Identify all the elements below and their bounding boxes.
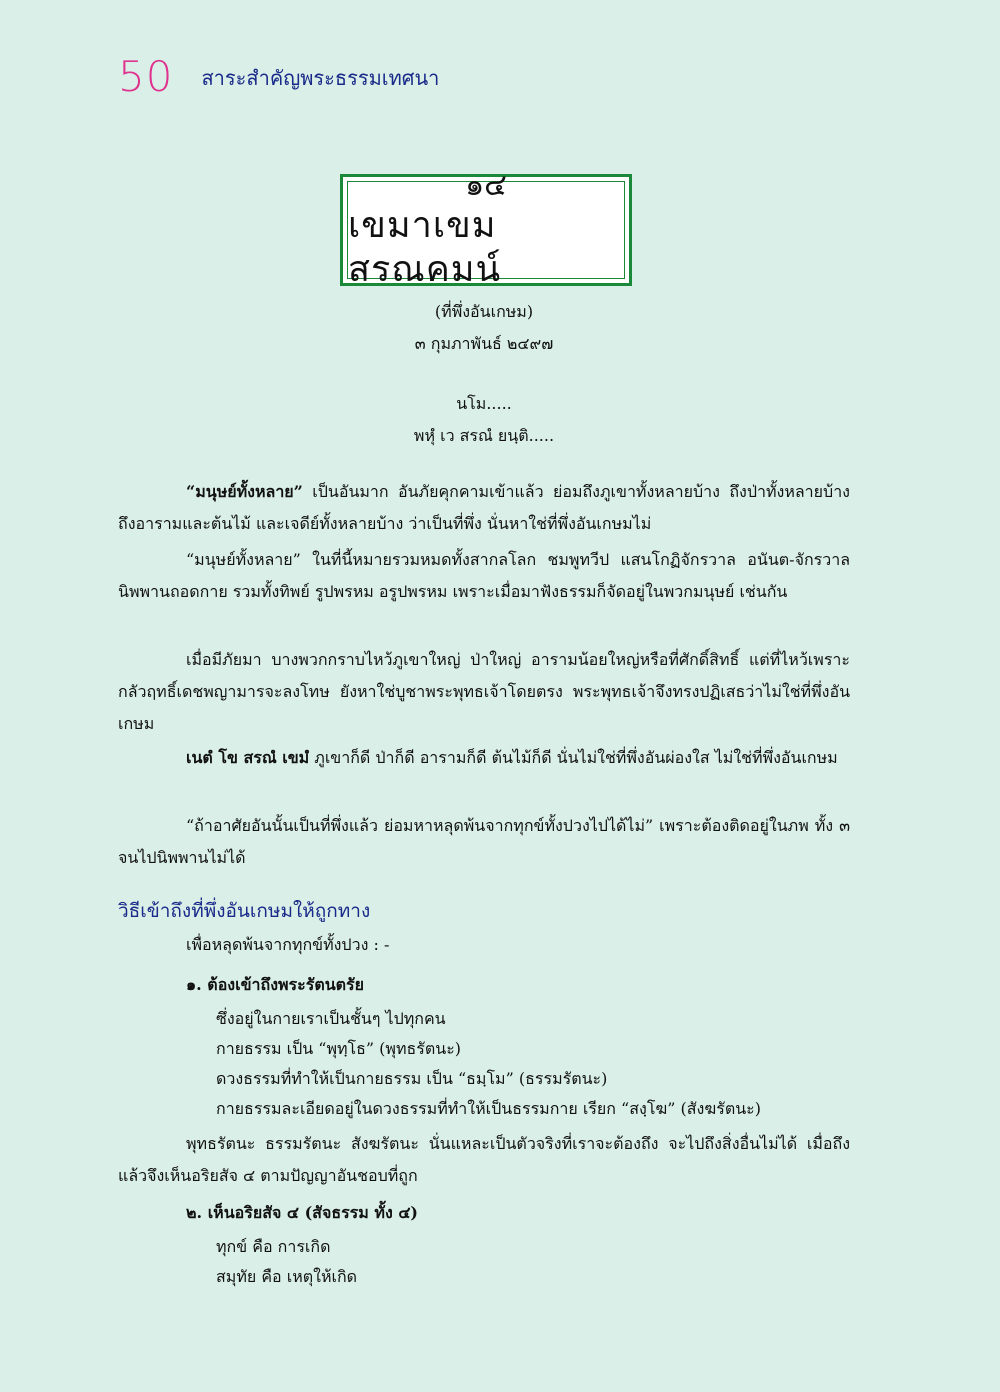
page-header	[118, 52, 439, 101]
chapter-number: ๑๔	[465, 168, 507, 203]
verse-line-2: พหุํ เว สรณํ ยนฺติ.....	[413, 426, 555, 445]
item-1-line: กายธรรมละเอียดอยู่ในดวงธรรมที่ทำให้เป็นธรรมกาย เรียก “สงฺโฆ” (สังฆรัตนะ)	[216, 1099, 761, 1118]
section-intro: เพื่อหลุดพ้นจากทุกข์ทั้งปวง : -	[186, 935, 390, 954]
item-1-line: ซึ่งอยู่ในกายเราเป็นชั้นๆ ไปทุกคน	[216, 1009, 446, 1028]
chapter-title-box	[340, 168, 632, 290]
item-2-line: ทุกข์ คือ การเกิด	[216, 1237, 331, 1256]
chapter-title: เขมาเขมสรณคมน์	[348, 205, 502, 290]
paragraph-text: ภูเขาก็ดี ป่าก็ดี อารามก็ดี ต้นไม้ก็ดี นั่นไม่ใช่ที่พึ่งอันผ่องใส ไม่ใช่ที่พึ่งอันเกษม	[309, 748, 838, 767]
item-2-title: ๒. เห็นอริยสัจ ๔ (สัจธรรม ทั้ง ๔)	[186, 1203, 418, 1222]
paragraph-5	[118, 810, 850, 874]
item-1-summary-text: พุทธรัตนะ ธรรมรัตนะ สังฆรัตนะ นั่นแหละเป็นตัวจริงที่เราจะต้องถึง จะไปถึงสิ่งอื่นไม่ได้ เมื่อถึงแล้วจึงเห็นอริยสัจ ๔ ตามปัญญาอันชอบที่ถูก	[118, 1134, 850, 1185]
paragraph-lead: เนตํ โข สรณํ เขมํ	[186, 748, 310, 767]
item-1-line: กายธรรม เป็น “พุทฺโธ” (พุทธรัตนะ)	[216, 1039, 462, 1058]
item-1-title: ๑. ต้องเข้าถึงพระรัตนตรัย	[186, 975, 365, 994]
section-heading: วิธีเข้าถึงที่พึ่งอันเกษมให้ถูกทาง	[118, 900, 371, 922]
paragraph-text: เมื่อมีภัยมา บางพวกกราบไหว้ภูเขาใหญ่ ป่าใหญ่ อารามน้อยใหญ่หรือที่ศักดิ์สิทธิ์ แต่ที่ไหว้เพราะกลัวฤทธิ์เดชพญามารจะลงโทษ ยังหาใช่บูชาพระพุทธเจ้าโดยตรง พระพุทธเจ้าจึงทรงปฏิเสธว่าไม่ใช่ที่พึ่งอันเกษม	[118, 650, 850, 733]
chapter-title-inner	[347, 168, 625, 290]
paragraph-text: เป็นอันมาก อันภัยคุกคามเข้าแล้ว ย่อมถึงภูเขาทั้งหลายบ้าง ถึงป่าทั้งหลายบ้าง ถึงอารามและต้นไม้ และเจดีย์ทั้งหลายบ้าง ว่าเป็นที่พึ่ง นั่นหาใช่ที่พึ่งอันเกษมไม่	[118, 482, 850, 533]
paragraph-1	[118, 476, 850, 540]
paragraph-4	[118, 742, 850, 774]
paragraph-text: “มนุษย์ทั้งหลาย” ในที่นี้หมายรวมหมดทั้งสากลโลก ชมพูทวีป แสนโกฏิจักรวาล อนันต-จักรวาล นิพพานถอดกาย รวมทั้งทิพย์ รูปพรหม อรูปพรหม เพราะเมื่อมาฟังธรรมก็จัดอยู่ในพวกมนุษย์ เช่นกัน	[118, 550, 850, 601]
paragraph-text: “ถ้าอาศัยอันนั้นเป็นที่พึ่งแล้ว ย่อมหาหลุดพ้นจากทุกข์ทั้งปวงไปได้ไม่” เพราะต้องติดอยู่ในภพ ทั้ง ๓ จนไปนิพพานไม่ได้	[118, 816, 850, 867]
paragraph-lead: “มนุษย์ทั้งหลาย”	[186, 482, 303, 501]
paragraph-3	[118, 644, 850, 740]
verse-line-1: นโม.....	[456, 394, 512, 413]
item-1-line: ดวงธรรมที่ทำให้เป็นกายธรรม เป็น “ธมฺโม” (ธรรมรัตนะ)	[216, 1069, 608, 1088]
item-2-line: สมุทัย คือ เหตุให้เกิด	[216, 1267, 358, 1286]
chapter-date: ๓ กุมภาพันธ์ ๒๔๙๗	[414, 334, 554, 353]
chapter-subtitle: (ที่พึ่งอันเกษม)	[434, 302, 534, 321]
item-1-summary	[118, 1128, 850, 1192]
book-title: สาระสำคัญพระธรรมเทศนา	[201, 66, 440, 90]
page-number: 50	[118, 52, 174, 101]
paragraph-2	[118, 544, 850, 608]
